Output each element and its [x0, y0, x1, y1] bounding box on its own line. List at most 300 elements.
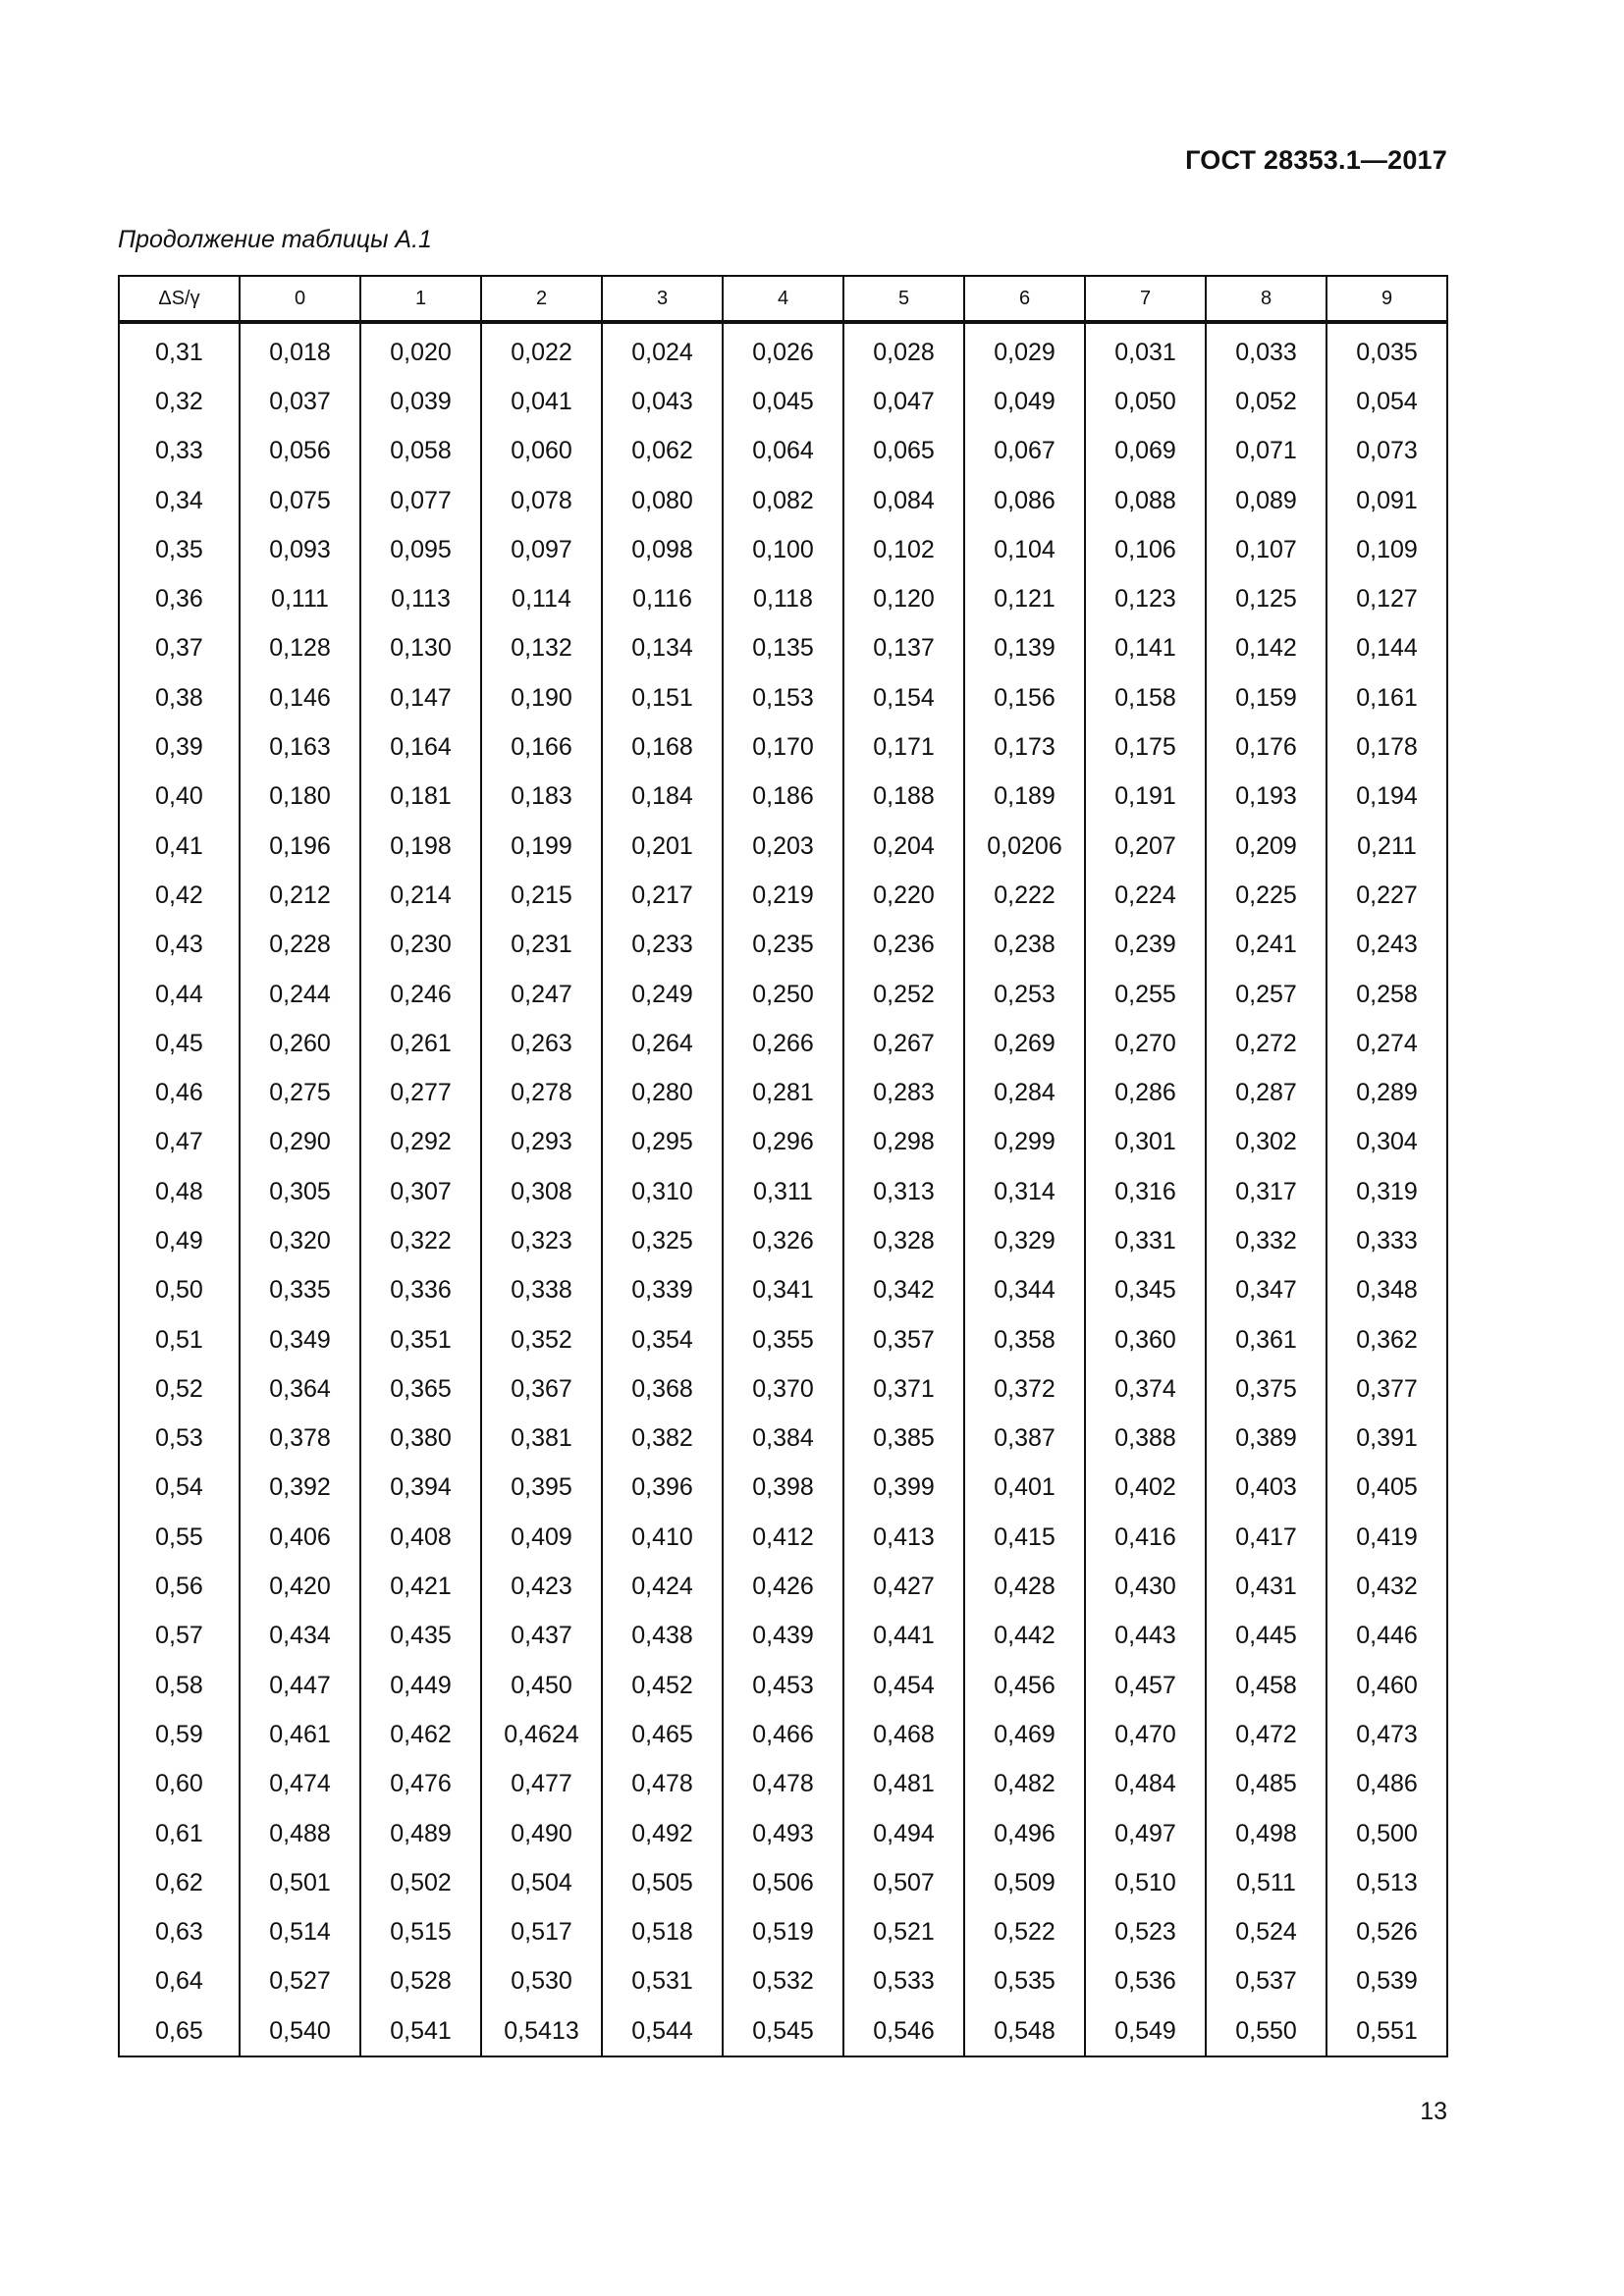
page-number: 13	[1420, 2098, 1447, 2125]
table-row	[119, 921, 1447, 970]
table-cell: 0,460	[1326, 1661, 1447, 1710]
row-key-cell: 0,47	[119, 1118, 240, 1167]
table-cell: 0,371	[843, 1364, 964, 1414]
row-key-cell: 0,65	[119, 2006, 240, 2056]
table-cell: 0,395	[481, 1464, 602, 1513]
table-cell: 0,391	[1326, 1415, 1447, 1464]
table-cell: 0,452	[602, 1661, 723, 1710]
table-cell: 0,295	[602, 1118, 723, 1167]
table-cell: 0,494	[843, 1809, 964, 1858]
table-cell: 0,502	[360, 1858, 481, 1907]
table-cell: 0,176	[1206, 722, 1326, 772]
table-cell: 0,270	[1085, 1019, 1206, 1068]
table-cell: 0,304	[1326, 1118, 1447, 1167]
table-cell: 0,484	[1085, 1760, 1206, 1809]
table-cell: 0,209	[1206, 822, 1326, 871]
table-cell: 0,478	[602, 1760, 723, 1809]
table-cell: 0,426	[723, 1562, 843, 1611]
table-cell: 0,338	[481, 1266, 602, 1315]
table-cell: 0,194	[1326, 773, 1447, 822]
table-row	[119, 1068, 1447, 1117]
table-cell: 0,199	[481, 822, 602, 871]
table-cell: 0,035	[1326, 322, 1447, 377]
table-cell: 0,500	[1326, 1809, 1447, 1858]
table-cell: 0,0206	[964, 822, 1085, 871]
table-cell: 0,446	[1326, 1612, 1447, 1661]
table-cell: 0,454	[843, 1661, 964, 1710]
table-cell: 0,430	[1085, 1562, 1206, 1611]
row-key-cell: 0,34	[119, 476, 240, 525]
table-cell: 0,073	[1326, 427, 1447, 476]
table-cell: 0,394	[360, 1464, 481, 1513]
table-cell: 0,086	[964, 476, 1085, 525]
table-cell: 0,230	[360, 921, 481, 970]
table-cell: 0,275	[240, 1068, 360, 1117]
table-cell: 0,301	[1085, 1118, 1206, 1167]
table-cell: 0,250	[723, 970, 843, 1019]
table-cell: 0,401	[964, 1464, 1085, 1513]
table-cell: 0,163	[240, 722, 360, 772]
column-header: 2	[481, 276, 602, 322]
table-cell: 0,477	[481, 1760, 602, 1809]
document-standard-title: ГОСТ 28353.1—2017	[1185, 145, 1447, 175]
table-cell: 0,544	[602, 2006, 723, 2056]
table-cell: 0,507	[843, 1858, 964, 1907]
data-table	[118, 275, 1448, 2057]
table-cell: 0,540	[240, 2006, 360, 2056]
table-cell: 0,293	[481, 1118, 602, 1167]
table-cell: 0,319	[1326, 1167, 1447, 1216]
row-key-cell: 0,51	[119, 1315, 240, 1364]
table-cell: 0,550	[1206, 2006, 1326, 2056]
table-cell: 0,403	[1206, 1464, 1326, 1513]
table-row	[119, 1957, 1447, 2006]
row-key-cell: 0,48	[119, 1167, 240, 1216]
table-cell: 0,470	[1085, 1710, 1206, 1759]
table-cell: 0,272	[1206, 1019, 1326, 1068]
table-cell: 0,511	[1206, 1858, 1326, 1907]
table-cell: 0,517	[481, 1908, 602, 1957]
table-row	[119, 1908, 1447, 1957]
table-cell: 0,132	[481, 624, 602, 673]
table-cell: 0,317	[1206, 1167, 1326, 1216]
table-cell: 0,443	[1085, 1612, 1206, 1661]
table-row	[119, 1118, 1447, 1167]
table-cell: 0,331	[1085, 1216, 1206, 1265]
table-cell: 0,421	[360, 1562, 481, 1611]
table-cell: 0,368	[602, 1364, 723, 1414]
table-cell: 0,333	[1326, 1216, 1447, 1265]
table-cell: 0,313	[843, 1167, 964, 1216]
table-cell: 0,548	[964, 2006, 1085, 2056]
table-cell: 0,091	[1326, 476, 1447, 525]
table-header-row	[119, 276, 1447, 322]
table-cell: 0,236	[843, 921, 964, 970]
row-key-cell: 0,59	[119, 1710, 240, 1759]
table-cell: 0,037	[240, 377, 360, 426]
table-cell: 0,424	[602, 1562, 723, 1611]
table-cell: 0,361	[1206, 1315, 1326, 1364]
table-cell: 0,289	[1326, 1068, 1447, 1117]
table-cell: 0,137	[843, 624, 964, 673]
table-cell: 0,505	[602, 1858, 723, 1907]
table-cell: 0,075	[240, 476, 360, 525]
table-cell: 0,077	[360, 476, 481, 525]
table-cell: 0,281	[723, 1068, 843, 1117]
table-cell: 0,453	[723, 1661, 843, 1710]
table-cell: 0,427	[843, 1562, 964, 1611]
table-cell: 0,417	[1206, 1513, 1326, 1562]
table-cell: 0,243	[1326, 921, 1447, 970]
table-cell: 0,342	[843, 1266, 964, 1315]
table-cell: 0,488	[240, 1809, 360, 1858]
table-cell: 0,355	[723, 1315, 843, 1364]
row-key-cell: 0,64	[119, 1957, 240, 2006]
table-cell: 0,375	[1206, 1364, 1326, 1414]
table-cell: 0,457	[1085, 1661, 1206, 1710]
table-cell: 0,370	[723, 1364, 843, 1414]
column-header: 5	[843, 276, 964, 322]
table-row	[119, 822, 1447, 871]
table-row	[119, 377, 1447, 426]
table-cell: 0,224	[1085, 871, 1206, 920]
table-cell: 0,104	[964, 525, 1085, 574]
table-cell: 0,349	[240, 1315, 360, 1364]
table-cell: 0,113	[360, 574, 481, 623]
table-cell: 0,253	[964, 970, 1085, 1019]
table-cell: 0,212	[240, 871, 360, 920]
table-cell: 0,513	[1326, 1858, 1447, 1907]
table-cell: 0,364	[240, 1364, 360, 1414]
table-cell: 0,468	[843, 1710, 964, 1759]
table-cell: 0,431	[1206, 1562, 1326, 1611]
table-cell: 0,028	[843, 322, 964, 377]
table-cell: 0,501	[240, 1858, 360, 1907]
table-cell: 0,031	[1085, 322, 1206, 377]
row-key-cell: 0,57	[119, 1612, 240, 1661]
table-cell: 0,4624	[481, 1710, 602, 1759]
table-cell: 0,286	[1085, 1068, 1206, 1117]
table-cell: 0,322	[360, 1216, 481, 1265]
column-header: 3	[602, 276, 723, 322]
table-cell: 0,196	[240, 822, 360, 871]
table-cell: 0,257	[1206, 970, 1326, 1019]
table-cell: 0,362	[1326, 1315, 1447, 1364]
table-cell: 0,078	[481, 476, 602, 525]
table-cell: 0,377	[1326, 1364, 1447, 1414]
table-cell: 0,263	[481, 1019, 602, 1068]
table-row	[119, 322, 1447, 377]
table-cell: 0,151	[602, 673, 723, 722]
table-cell: 0,024	[602, 322, 723, 377]
table-row	[119, 722, 1447, 772]
table-cell: 0,496	[964, 1809, 1085, 1858]
table-cell: 0,170	[723, 722, 843, 772]
table-cell: 0,518	[602, 1908, 723, 1957]
table-cell: 0,311	[723, 1167, 843, 1216]
table-cell: 0,095	[360, 525, 481, 574]
table-cell: 0,415	[964, 1513, 1085, 1562]
table-cell: 0,121	[964, 574, 1085, 623]
table-cell: 0,164	[360, 722, 481, 772]
table-cell: 0,535	[964, 1957, 1085, 2006]
table-row	[119, 673, 1447, 722]
table-cell: 0,171	[843, 722, 964, 772]
table-cell: 0,441	[843, 1612, 964, 1661]
row-key-cell: 0,42	[119, 871, 240, 920]
table-cell: 0,247	[481, 970, 602, 1019]
table-cell: 0,127	[1326, 574, 1447, 623]
table-cell: 0,526	[1326, 1908, 1447, 1957]
table-cell: 0,341	[723, 1266, 843, 1315]
table-cell: 0,314	[964, 1167, 1085, 1216]
table-cell: 0,490	[481, 1809, 602, 1858]
table-cell: 0,389	[1206, 1415, 1326, 1464]
table-cell: 0,258	[1326, 970, 1447, 1019]
table-cell: 0,413	[843, 1513, 964, 1562]
table-cell: 0,097	[481, 525, 602, 574]
table-cell: 0,546	[843, 2006, 964, 2056]
table-cell: 0,191	[1085, 773, 1206, 822]
table-cell: 0,246	[360, 970, 481, 1019]
table-cell: 0,139	[964, 624, 1085, 673]
row-key-cell: 0,63	[119, 1908, 240, 1957]
table-cell: 0,357	[843, 1315, 964, 1364]
row-key-cell: 0,50	[119, 1266, 240, 1315]
table-cell: 0,409	[481, 1513, 602, 1562]
table-cell: 0,549	[1085, 2006, 1206, 2056]
table-cell: 0,328	[843, 1216, 964, 1265]
row-key-cell: 0,49	[119, 1216, 240, 1265]
table-cell: 0,161	[1326, 673, 1447, 722]
table-cell: 0,050	[1085, 377, 1206, 426]
table-cell: 0,214	[360, 871, 481, 920]
table-cell: 0,049	[964, 377, 1085, 426]
table-cell: 0,198	[360, 822, 481, 871]
table-cell: 0,203	[723, 822, 843, 871]
table-cell: 0,183	[481, 773, 602, 822]
table-cell: 0,476	[360, 1760, 481, 1809]
table-cell: 0,367	[481, 1364, 602, 1414]
table-cell: 0,381	[481, 1415, 602, 1464]
table-cell: 0,521	[843, 1908, 964, 1957]
table-cell: 0,396	[602, 1464, 723, 1513]
table-cell: 0,398	[723, 1464, 843, 1513]
row-key-cell: 0,40	[119, 773, 240, 822]
table-cell: 0,298	[843, 1118, 964, 1167]
table-cell: 0,497	[1085, 1809, 1206, 1858]
table-cell: 0,438	[602, 1612, 723, 1661]
table-cell: 0,047	[843, 377, 964, 426]
table-cell: 0,462	[360, 1710, 481, 1759]
table-cell: 0,261	[360, 1019, 481, 1068]
row-key-cell: 0,33	[119, 427, 240, 476]
table-cell: 0,287	[1206, 1068, 1326, 1117]
table-cell: 0,168	[602, 722, 723, 772]
corner-header-cell: ΔS/γ	[119, 276, 240, 322]
table-row	[119, 1661, 1447, 1710]
table-cell: 0,481	[843, 1760, 964, 1809]
table-row	[119, 1464, 1447, 1513]
row-key-cell: 0,43	[119, 921, 240, 970]
table-cell: 0,410	[602, 1513, 723, 1562]
table-row	[119, 1760, 1447, 1809]
table-cell: 0,522	[964, 1908, 1085, 1957]
table-cell: 0,233	[602, 921, 723, 970]
table-row	[119, 1167, 1447, 1216]
row-key-cell: 0,45	[119, 1019, 240, 1068]
table-cell: 0,190	[481, 673, 602, 722]
table-cell: 0,283	[843, 1068, 964, 1117]
table-cell: 0,231	[481, 921, 602, 970]
table-cell: 0,267	[843, 1019, 964, 1068]
table-cell: 0,348	[1326, 1266, 1447, 1315]
table-cell: 0,439	[723, 1612, 843, 1661]
table-cell: 0,299	[964, 1118, 1085, 1167]
table-cell: 0,402	[1085, 1464, 1206, 1513]
table-row	[119, 1415, 1447, 1464]
table-cell: 0,158	[1085, 673, 1206, 722]
table-cell: 0,447	[240, 1661, 360, 1710]
table-cell: 0,123	[1085, 574, 1206, 623]
table-cell: 0,142	[1206, 624, 1326, 673]
column-header: 7	[1085, 276, 1206, 322]
table-cell: 0,345	[1085, 1266, 1206, 1315]
table-cell: 0,358	[964, 1315, 1085, 1364]
table-row	[119, 871, 1447, 920]
table-cell: 0,336	[360, 1266, 481, 1315]
column-header: 0	[240, 276, 360, 322]
table-cell: 0,052	[1206, 377, 1326, 426]
table-cell: 0,130	[360, 624, 481, 673]
table-cell: 0,435	[360, 1612, 481, 1661]
table-cell: 0,347	[1206, 1266, 1326, 1315]
row-key-cell: 0,38	[119, 673, 240, 722]
table-cell: 0,116	[602, 574, 723, 623]
table-cell: 0,069	[1085, 427, 1206, 476]
table-cell: 0,420	[240, 1562, 360, 1611]
table-row	[119, 970, 1447, 1019]
table-cell: 0,539	[1326, 1957, 1447, 2006]
row-key-cell: 0,62	[119, 1858, 240, 1907]
table-cell: 0,326	[723, 1216, 843, 1265]
table-cell: 0,277	[360, 1068, 481, 1117]
table-cell: 0,022	[481, 322, 602, 377]
table-cell: 0,434	[240, 1612, 360, 1661]
row-key-cell: 0,44	[119, 970, 240, 1019]
table-row	[119, 1809, 1447, 1858]
table-cell: 0,058	[360, 427, 481, 476]
table-cell: 0,181	[360, 773, 481, 822]
table-cell: 0,201	[602, 822, 723, 871]
table-cell: 0,239	[1085, 921, 1206, 970]
table-cell: 0,524	[1206, 1908, 1326, 1957]
table-cell: 0,264	[602, 1019, 723, 1068]
table-cell: 0,252	[843, 970, 964, 1019]
table-cell: 0,399	[843, 1464, 964, 1513]
column-header: 1	[360, 276, 481, 322]
table-cell: 0,292	[360, 1118, 481, 1167]
table-cell: 0,519	[723, 1908, 843, 1957]
table-cell: 0,5413	[481, 2006, 602, 2056]
table-cell: 0,352	[481, 1315, 602, 1364]
table-cell: 0,188	[843, 773, 964, 822]
table-cell: 0,473	[1326, 1710, 1447, 1759]
table-cell: 0,215	[481, 871, 602, 920]
table-cell: 0,118	[723, 574, 843, 623]
table-cell: 0,515	[360, 1908, 481, 1957]
table-cell: 0,220	[843, 871, 964, 920]
table-cell: 0,054	[1326, 377, 1447, 426]
row-key-cell: 0,56	[119, 1562, 240, 1611]
table-cell: 0,416	[1085, 1513, 1206, 1562]
table-cell: 0,372	[964, 1364, 1085, 1414]
table-cell: 0,193	[1206, 773, 1326, 822]
row-key-cell: 0,37	[119, 624, 240, 673]
column-header: 8	[1206, 276, 1326, 322]
table-cell: 0,029	[964, 322, 1085, 377]
table-cell: 0,166	[481, 722, 602, 772]
table-row	[119, 476, 1447, 525]
row-key-cell: 0,39	[119, 722, 240, 772]
row-key-cell: 0,31	[119, 322, 240, 377]
table-cell: 0,062	[602, 427, 723, 476]
table-cell: 0,387	[964, 1415, 1085, 1464]
table-row	[119, 624, 1447, 673]
table-cell: 0,266	[723, 1019, 843, 1068]
table-cell: 0,184	[602, 773, 723, 822]
table-cell: 0,498	[1206, 1809, 1326, 1858]
row-key-cell: 0,54	[119, 1464, 240, 1513]
table-cell: 0,114	[481, 574, 602, 623]
table-cell: 0,469	[964, 1710, 1085, 1759]
table-cell: 0,186	[723, 773, 843, 822]
table-cell: 0,531	[602, 1957, 723, 2006]
table-row	[119, 773, 1447, 822]
table-cell: 0,045	[723, 377, 843, 426]
table-cell: 0,274	[1326, 1019, 1447, 1068]
table-cell: 0,514	[240, 1908, 360, 1957]
table-cell: 0,432	[1326, 1562, 1447, 1611]
table-cell: 0,235	[723, 921, 843, 970]
table-cell: 0,189	[964, 773, 1085, 822]
table-cell: 0,551	[1326, 2006, 1447, 2056]
column-header: 6	[964, 276, 1085, 322]
table-cell: 0,284	[964, 1068, 1085, 1117]
table-cell: 0,222	[964, 871, 1085, 920]
table-cell: 0,156	[964, 673, 1085, 722]
table-cell: 0,280	[602, 1068, 723, 1117]
table-cell: 0,041	[481, 377, 602, 426]
table-cell: 0,493	[723, 1809, 843, 1858]
table-cell: 0,296	[723, 1118, 843, 1167]
table-cell: 0,244	[240, 970, 360, 1019]
table-cell: 0,339	[602, 1266, 723, 1315]
table-cell: 0,146	[240, 673, 360, 722]
table-cell: 0,489	[360, 1809, 481, 1858]
table-cell: 0,135	[723, 624, 843, 673]
table-cell: 0,175	[1085, 722, 1206, 772]
table-cell: 0,354	[602, 1315, 723, 1364]
table-cell: 0,033	[1206, 322, 1326, 377]
table-cell: 0,106	[1085, 525, 1206, 574]
table-cell: 0,316	[1085, 1167, 1206, 1216]
table-cell: 0,228	[240, 921, 360, 970]
table-row	[119, 1019, 1447, 1068]
table-cell: 0,020	[360, 322, 481, 377]
table-cell: 0,238	[964, 921, 1085, 970]
table-cell: 0,120	[843, 574, 964, 623]
